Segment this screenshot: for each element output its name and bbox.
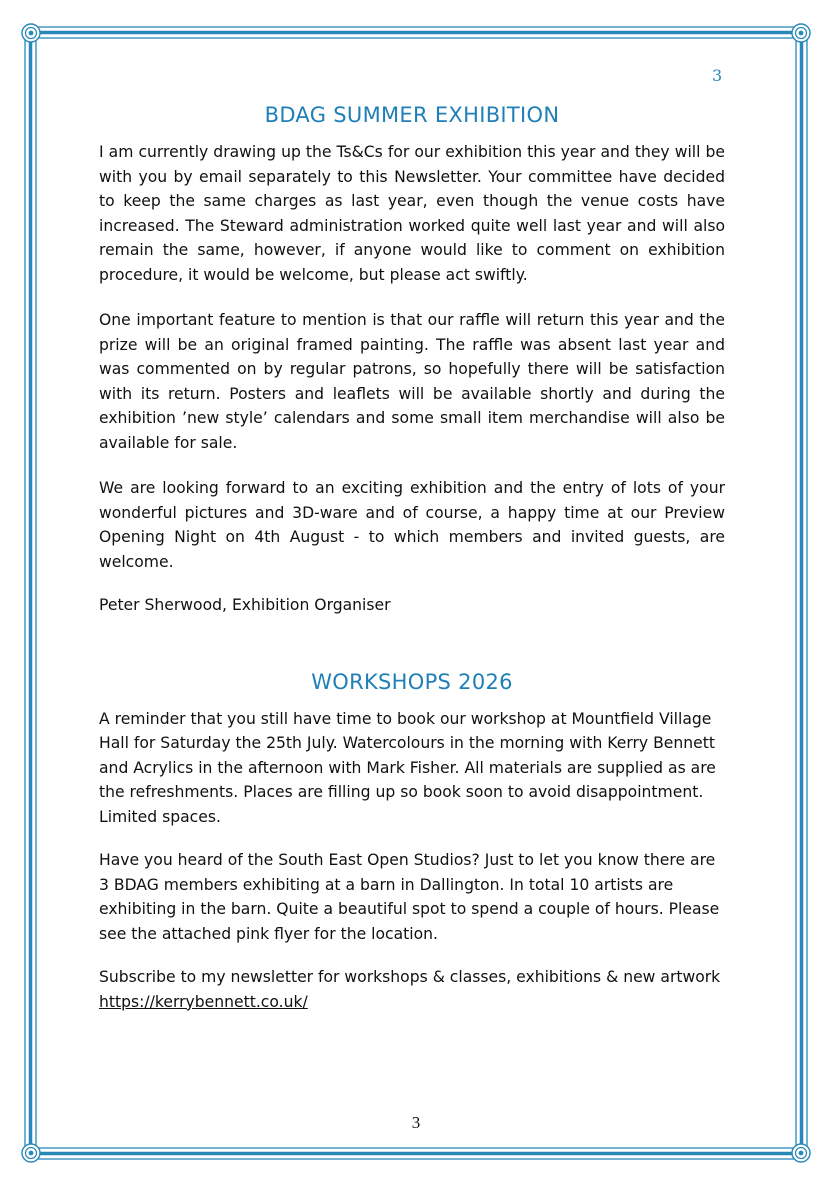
workshops-section [99, 667, 725, 1015]
exhibition-section [99, 100, 725, 618]
exhibition-signature: Peter Sherwood, Exhibition Organiser [99, 596, 391, 614]
kerrybennett-link[interactable]: https://kerrybennett.co.uk/ [99, 992, 308, 1011]
page-number-top: 3 [712, 66, 723, 85]
workshops-paragraph-1: A reminder that you still have time to book our workshop at Mountfield Village Hall for Saturday the 25th July. Watercolours in the morning with Kerry Bennett and Acrylics in the afternoon with Mark Fisher. All materials are supplied as are the refreshments. Places are filling up so book soon to avoid disappointment. Limited spaces. [99, 709, 716, 826]
page-number-bottom: 3 [411, 1113, 421, 1132]
subscribe-text: Subscribe to my newsletter for workshops & classes, exhibitions & new artwork [99, 968, 721, 986]
workshops-heading: WORKSHOPS 2026 [311, 669, 513, 694]
exhibition-paragraph-3: We are looking forward to an exciting exhibition and the entry of lots of your wonderful pictures and 3D-ware and of course, a happy time at our Preview Opening Night on 4th August - to which members and invited guests, are welcome. [99, 479, 725, 571]
newsletter-content [99, 100, 725, 1014]
subscribe-paragraph [99, 965, 725, 1014]
exhibition-heading: BDAG SUMMER EXHIBITION [264, 103, 560, 127]
exhibition-paragraph-2: One important feature to mention is that our raffle will return this year and the prize will be an original framed painting. The raffle was absent last year and was commented on by regular patrons, so hopefully there will be satisfaction with its return. Posters and leaflets will be available shortly and during the exhibition ’new style’ calendars and some small item merchandise will also be available for sale. [99, 311, 725, 452]
exhibition-paragraph-1: I am currently drawing up the Ts&Cs for our exhibition this year and they will be with you by email separately to this Newsletter. Your committee have decided to keep the same charges as last year, even though the venue costs have increased. The Steward administration worked quite well last year and will also remain the same, however, if anyone would like to comment on exhibition procedure, it would be welcome, but please act swiftly. [99, 143, 725, 284]
workshops-paragraph-2: Have you heard of the South East Open Studios? Just to let you know there are 3 BDAG members exhibiting at a barn in Dallington. In total 10 artists are exhibiting in the barn. Quite a beautiful spot to spend a couple of hours. Please see the attached pink flyer for the location. [99, 851, 720, 943]
